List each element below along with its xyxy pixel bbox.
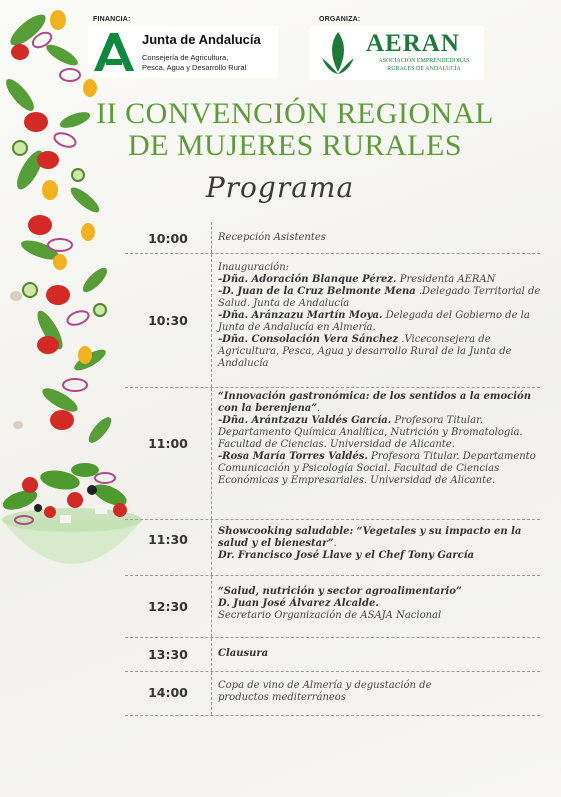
event-title-line-2: DE MUJERES RURALES [127, 129, 463, 162]
junta-subtitle: Consejería de Agricultura, Pesca, Agua y Desarrollo Rural [142, 53, 247, 72]
schedule-description: Copa de vino de Almería y degustación de productos mediterráneos [218, 680, 432, 703]
schedule-row [125, 388, 540, 520]
junta-name: Junta de Andalucía [142, 32, 261, 47]
programa-heading: Programa [205, 171, 355, 204]
schedule-description: “Innovación gastronómica: de los sentidos a la emoción con la berenjena”. -Dña. Arántzazu Valdés García. Profesora Titular. Departamento Química Analítica, Nutrición y Bromatología. Facultad de Ciencias. Universidad de Alicante. -Rosa María Torres Valdés. Profesora Titular. Departamento Comunicación y Psicología Social. Facultad de Ciencias Económicas y Empresariales. Universidad de Alicante. [218, 391, 536, 486]
junta-de-andalucia-logo [88, 26, 278, 78]
event-title-line-1: II CONVENCIÓN REGIONAL [96, 97, 494, 130]
schedule-time: 10:00 [148, 231, 188, 246]
aeran-name: AERAN [366, 30, 460, 57]
schedule-row [125, 254, 540, 388]
schedule-description: Recepción Asistentes [218, 232, 326, 243]
schedule-time: 12:30 [148, 599, 188, 614]
schedule-time: 11:00 [148, 436, 188, 451]
schedule-time: 11:30 [148, 532, 188, 547]
schedule-description: “Salud, nutrición y sector agroalimentario” D. Juan José Álvarez Alcalde. Secretario Organización de ASAJA Nacional [218, 586, 462, 621]
schedule-row [125, 638, 540, 672]
schedule-time: 14:00 [148, 685, 188, 700]
junta-emblem-icon [90, 29, 138, 75]
schedule-row [125, 520, 540, 576]
organiza-label: ORGANIZA: [319, 16, 361, 23]
schedule-time: 13:30 [148, 647, 188, 662]
schedule-row [125, 672, 540, 716]
schedule-description: Showcooking saludable: “Vegetales y su impacto en la salud y el bienestar”. Dr. Francisco José Llave y el Chef Tony García [218, 526, 522, 561]
leaf-emblem-icon [316, 28, 360, 78]
financia-label: FINANCIA: [93, 16, 131, 23]
schedule-row [125, 222, 540, 254]
schedule-description: Inauguración: -Dña. Adoración Blanque Pérez. Presidenta AERAN -D. Juan de la Cruz Belmonte Mena .Delegado Territorial de Salud. Junta de Andalucía -Dña. Aránzazu Martín Moya. Delegada del Gobierno de la Junta de Andalucía en Almería. -Dña. Consolación Vera Sánchez .Viceconsejera de Agricultura, Pesca, Agua y desarrollo Rural de la Junta de Andalucía [218, 262, 541, 369]
aeran-logo [310, 26, 484, 80]
schedule-time: 10:30 [148, 313, 188, 328]
schedule-row [125, 576, 540, 638]
aeran-subtitle: ASOCIACIÓN EMPRENDEDORAS RURALES DE ANDALUCÍA [378, 58, 470, 72]
schedule-description: Clausura [218, 648, 269, 659]
